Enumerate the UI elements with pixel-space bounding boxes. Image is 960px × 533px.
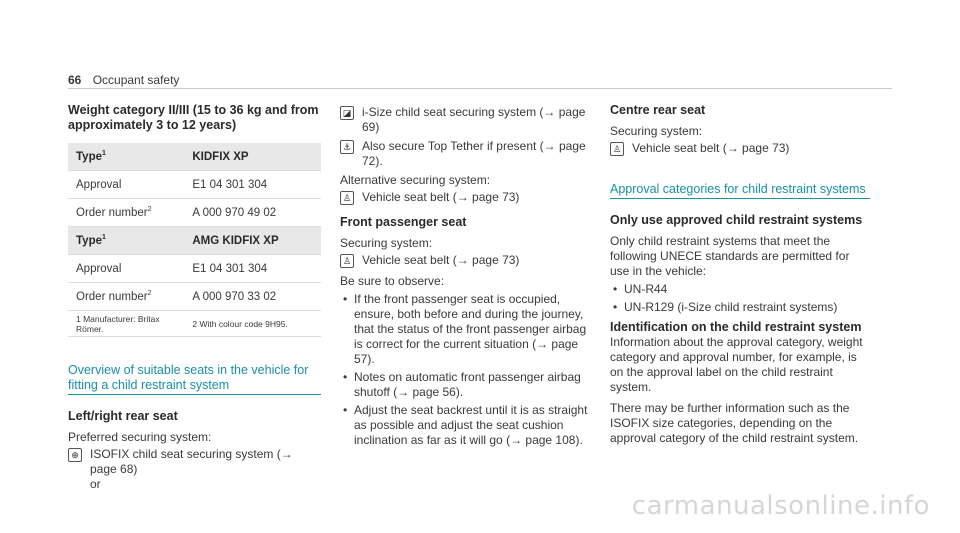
seat-belt-icon: ♙: [340, 254, 354, 268]
seat-belt-icon: ♙: [610, 142, 624, 156]
subheading-left-right-rear-seat: Left/right rear seat: [68, 409, 178, 423]
heading-identification: Identification on the child restraint system: [610, 320, 862, 334]
chapter-title: Occupant safety: [92, 73, 180, 87]
isofix-entry: [68, 447, 321, 477]
list-item: • Notes on automatic front passenger airbag shutoff (→ page 56).: [340, 370, 595, 400]
table-row: Order number$^2$ A 000 970 33 02: [68, 283, 321, 311]
watermark: carmanualsonline.info: [631, 491, 930, 521]
paragraph-further-info: There may be further information such as the ISOFIX size categories, depending on the approval category of the child restraint system.: [610, 401, 859, 445]
preferred-label: Preferred securing system:: [68, 430, 212, 444]
section-title-approval: Approval categories for child restraint systems: [610, 182, 866, 196]
belt-entry: [340, 253, 595, 268]
table-row: Approval E1 04 301 304: [68, 255, 321, 283]
top-tether-entry: [340, 139, 595, 169]
observe-list: [340, 292, 595, 448]
section-divider: [610, 198, 870, 199]
list-item: • UN-R44: [610, 282, 870, 297]
page-header: [68, 73, 179, 87]
section-title-overview: Overview of suitable seats in the vehicle for fitting a child restraint system: [68, 363, 309, 392]
list-item: • If the front passenger seat is occupied, ensure, both before and during the journey, that the status of the front passenger airbag is correct for the current situation (→ page 57).: [340, 292, 595, 367]
column-right: [610, 103, 870, 446]
table-footnote-row: 1 Manufacturer: Britax Römer. 2 With colour code 9H95.: [68, 311, 321, 337]
header-divider: [68, 88, 892, 89]
top-tether-icon: ⚓: [340, 140, 354, 154]
table-row: Approval E1 04 301 304: [68, 171, 321, 199]
securing-label: Securing system:: [610, 124, 703, 138]
kidfix-table: [68, 143, 321, 337]
column-left: [68, 103, 321, 492]
belt-text: Vehicle seat belt (→ page 73): [362, 253, 520, 267]
isofix-text: ISOFIX child seat securing system (→ page 68): [90, 447, 293, 476]
subheading-centre-rear-seat: Centre rear seat: [610, 103, 706, 117]
paragraph-approval-label: Information about the approval category, weight category and approval number, for example, is on the approval label on the child restraint system.: [610, 335, 863, 394]
heading-approved-systems: Only use approved child restraint systems: [610, 213, 863, 227]
approval-section: [610, 182, 870, 199]
top-tether-text: Also secure Top Tether if present (→ page 72).: [362, 139, 586, 168]
observe-label: Be sure to observe:: [340, 274, 445, 288]
isize-text: i-Size child seat securing system (→ page 69): [362, 105, 586, 134]
securing-label: Securing system:: [340, 236, 433, 250]
belt-entry: [340, 190, 595, 205]
table-row: Type$^1$ AMG KIDFIX XP: [68, 227, 321, 255]
column-middle: [340, 103, 595, 451]
isize-entry: [340, 105, 595, 135]
overview-section: [68, 363, 321, 395]
list-item: • Adjust the seat backrest until it is as straight as possible and adjust the seat cushion inclination as far as it will go (→ page 108).: [340, 403, 595, 448]
page-number: 66: [68, 73, 82, 87]
list-item: • UN-R129 (i-Size child restraint systems): [610, 300, 870, 315]
alternative-label: Alternative securing system:: [340, 173, 491, 187]
paragraph-standards: Only child restraint systems that meet the following UNECE standards are permitted for use in the vehicle:: [610, 234, 850, 278]
section-divider: [68, 394, 321, 395]
belt-text: Vehicle seat belt (→ page 73): [632, 141, 790, 155]
belt-text: Vehicle seat belt (→ page 73): [362, 190, 520, 204]
subheading-front-passenger-seat: Front passenger seat: [340, 215, 467, 229]
belt-entry: [610, 141, 870, 156]
weight-category-heading: Weight category II/III (15 to 36 kg and from approximately 3 to 12 years): [68, 103, 319, 132]
isofix-icon: ⊕: [68, 448, 82, 462]
table-row: Order number$^2$ A 000 970 49 02: [68, 199, 321, 227]
table-row: Type$^1$ KIDFIX XP: [68, 143, 321, 171]
seat-belt-icon: ♙: [340, 191, 354, 205]
standards-list: [610, 282, 870, 315]
isize-icon: ◪: [340, 106, 354, 120]
or-label: or: [90, 477, 101, 491]
